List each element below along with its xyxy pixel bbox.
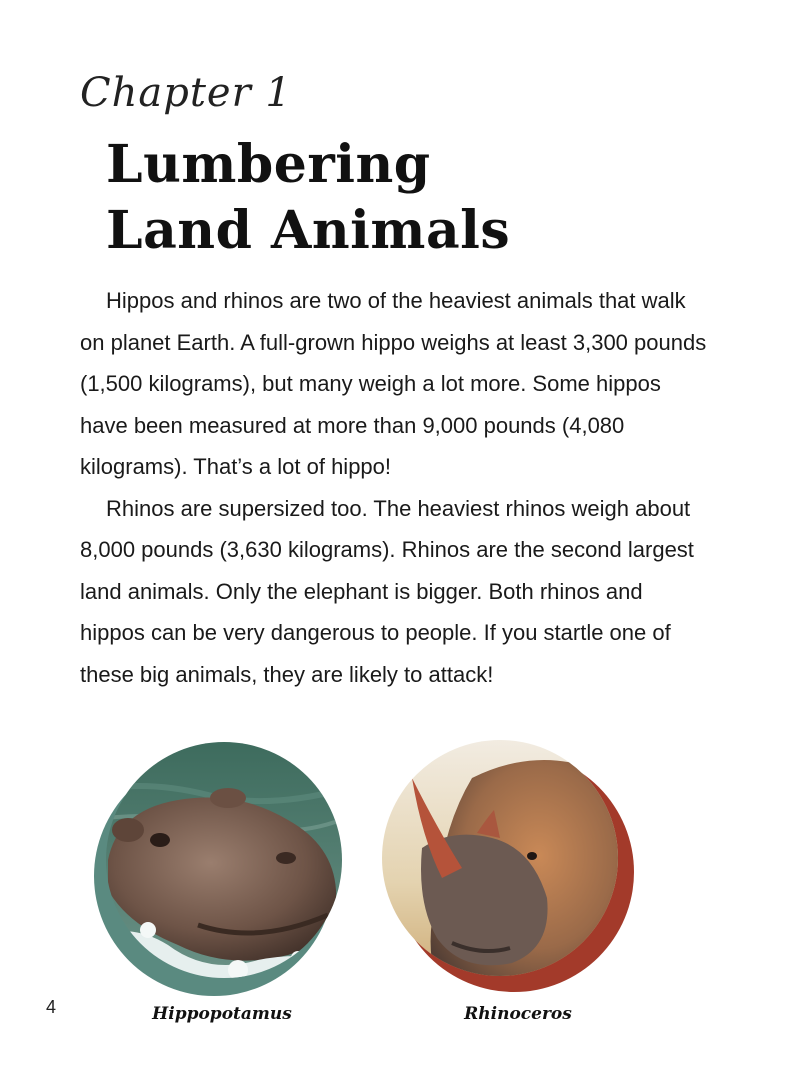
chapter-title-line-1: Lumbering [106, 134, 431, 195]
rhino-photo [382, 738, 644, 1000]
page-number: 4 [46, 997, 57, 1017]
hippo-caption: Hippopotamus [152, 1004, 292, 1024]
paragraph-1: Hippos and rhinos are two of the heaviest animals that walk on planet Earth. A full-grown hippo weighs at least 3,300 pounds (1,500 kilograms), but many weigh a lot more. Some hippos have been measured at more than 9,000 pounds (4,080 kilograms). That’s a lot of hippo! [80, 288, 707, 479]
chapter-label: Chapter 1 [80, 70, 292, 116]
body-text [80, 280, 710, 695]
rhino-caption: Rhinoceros [464, 1004, 572, 1024]
chapter-title-line-2: Land Animals [106, 200, 511, 261]
chapter-title [106, 132, 510, 264]
paragraph-2: Rhinos are supersized too. The heaviest rhinos weigh about 8,000 pounds (3,630 kilograms). Rhinos are the second largest land animals. Only the elephant is bigger. Both rhinos and hippos can be very dangerous to people. If you startle one of these big animals, they are likely to attack! [80, 495, 694, 687]
hippo-photo [88, 740, 350, 1002]
